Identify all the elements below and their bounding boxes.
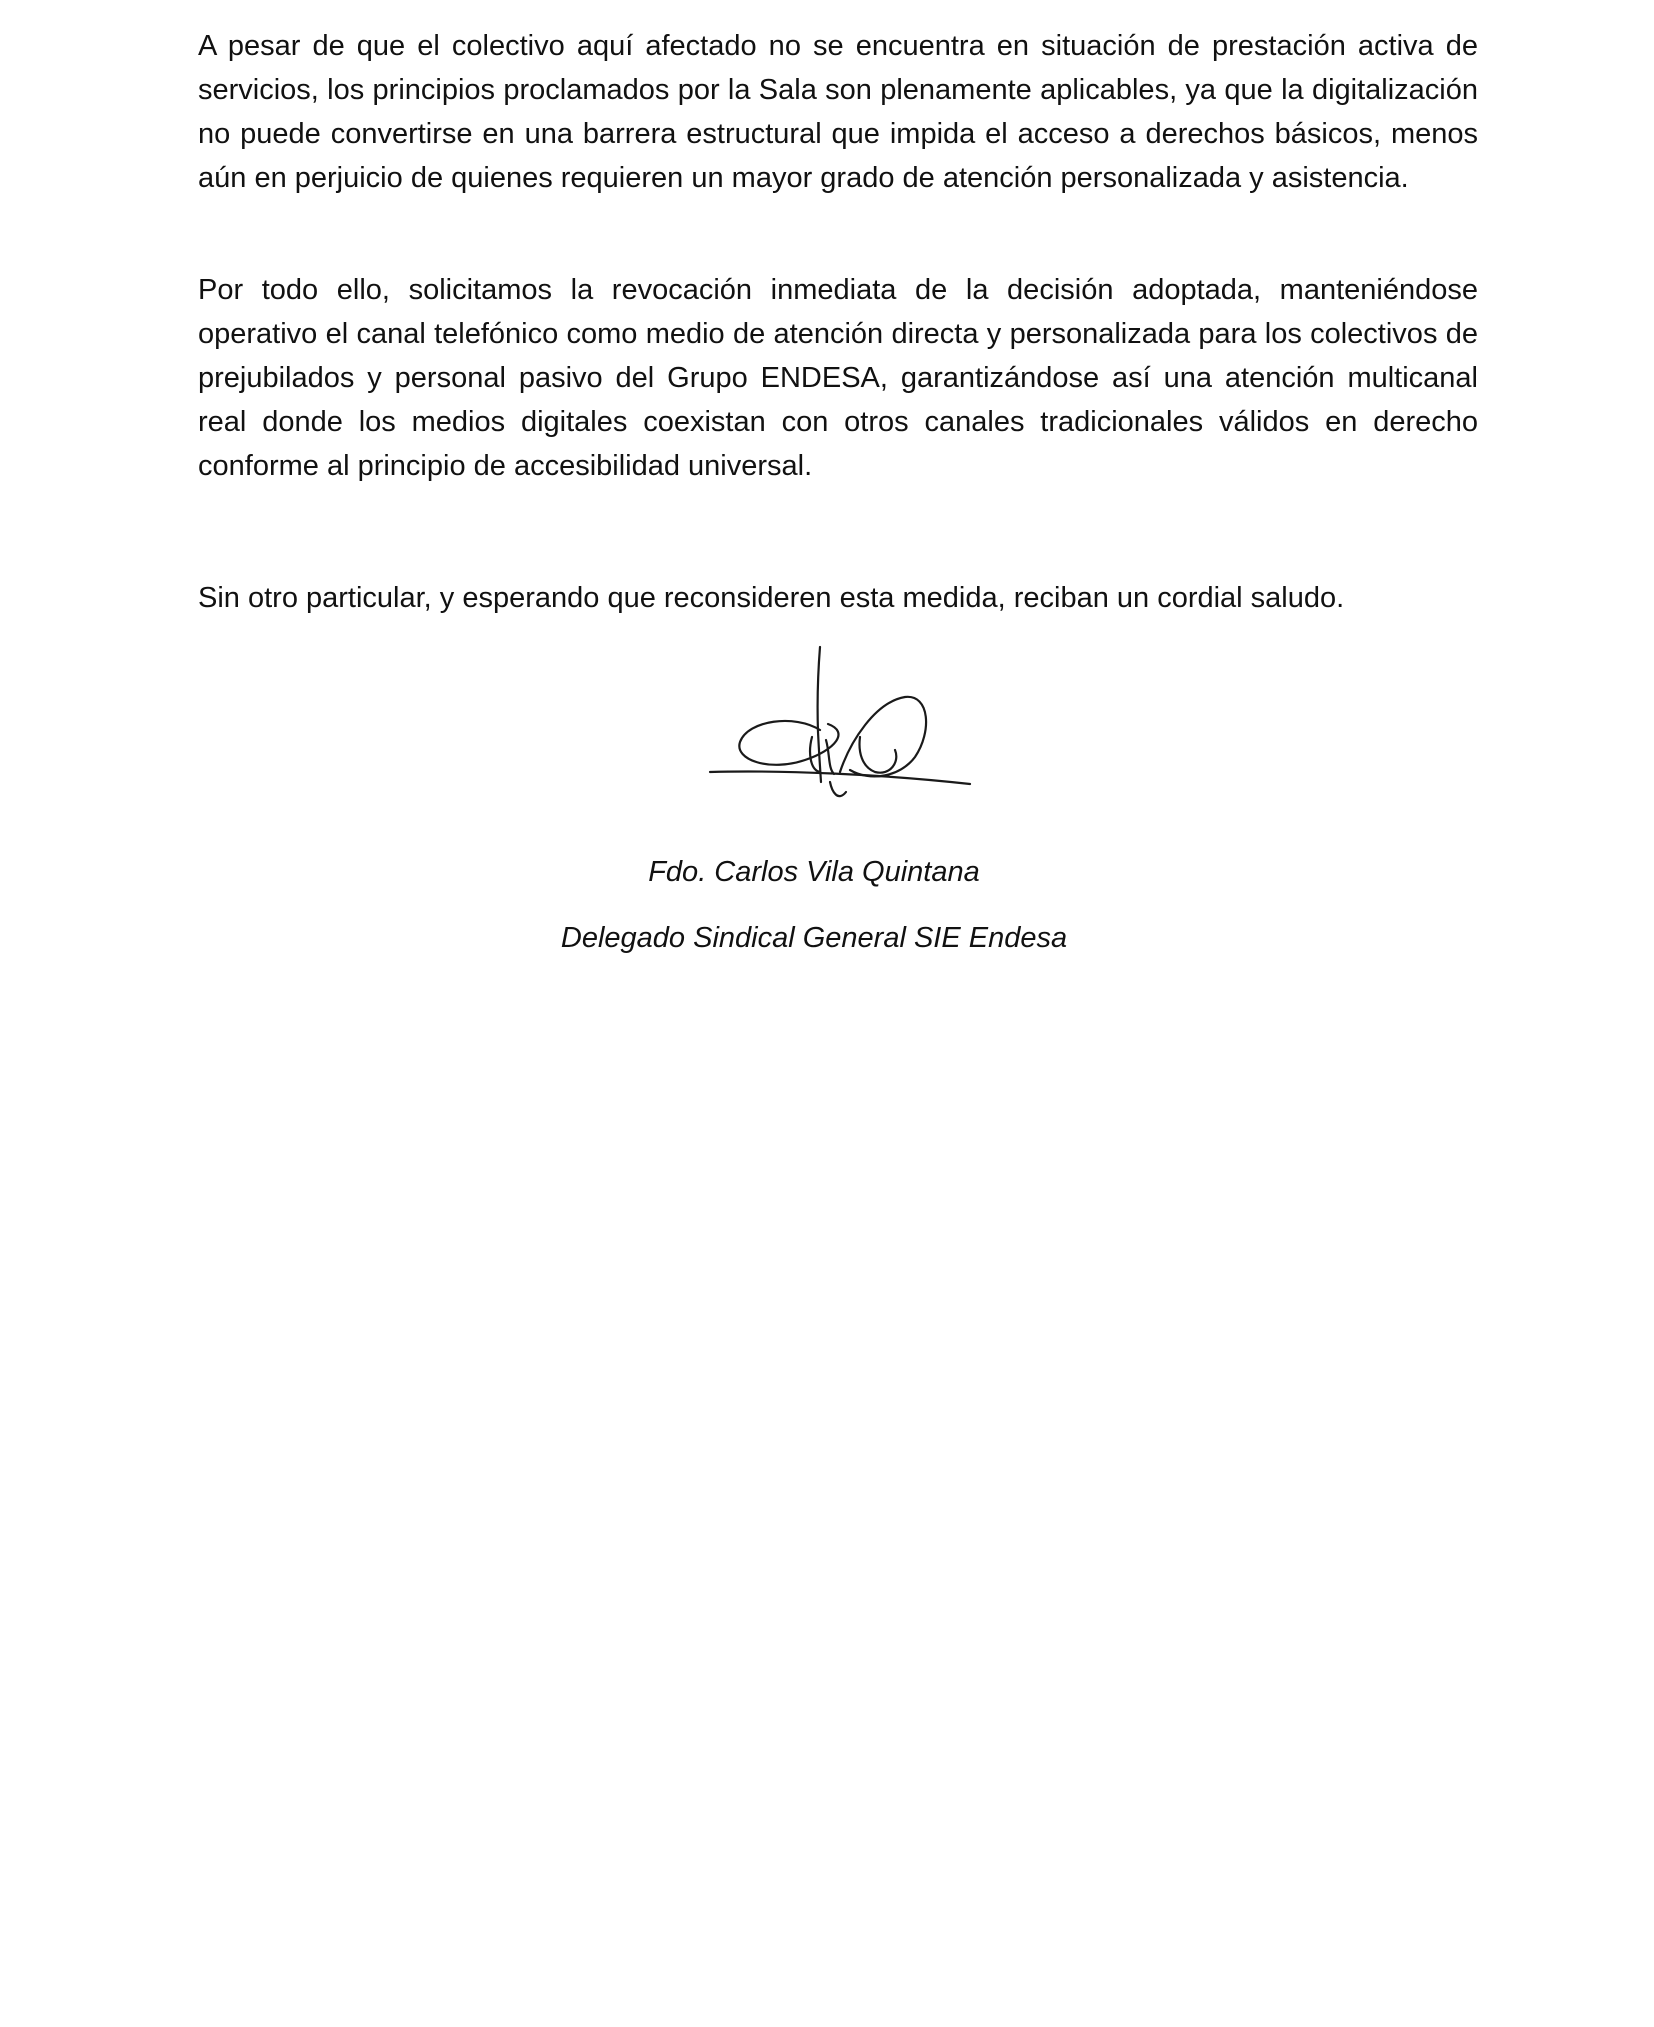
signatory-role: Delegado Sindical General SIE Endesa [560, 922, 1068, 954]
handwritten-signature [700, 642, 980, 812]
signatory-name: Fdo. Carlos Vila Quintana [648, 856, 980, 888]
closing-line: Sin otro particular, y esperando que reconsideren esta medida, reciban un cordial saludo. [198, 582, 1345, 614]
body-paragraph: A pesar de que el colectivo aquí afectado no se encuentra en situación de prestación activa de servicios, los principios proclamados por la Sala son plenamente aplicables, ya que la digitalización no puede convertirse en una barrera estructural que impida el acceso a derechos básicos, menos aún en perjuicio de quienes requieren un mayor grado de atención personalizada y asistencia. [198, 30, 1478, 194]
body-paragraph: Por todo ello, solicitamos la revocación inmediata de la decisión adoptada, manteniéndose operativo el canal telefónico como medio de atención directa y personalizada para los colectivos de prejubilados y personal pasivo del Grupo ENDESA, garantizándose así una atención multicanal real donde los medios digitales coexistan con otros canales tradicionales válidos en derecho conforme al principio de accesibilidad universal. [198, 274, 1478, 482]
